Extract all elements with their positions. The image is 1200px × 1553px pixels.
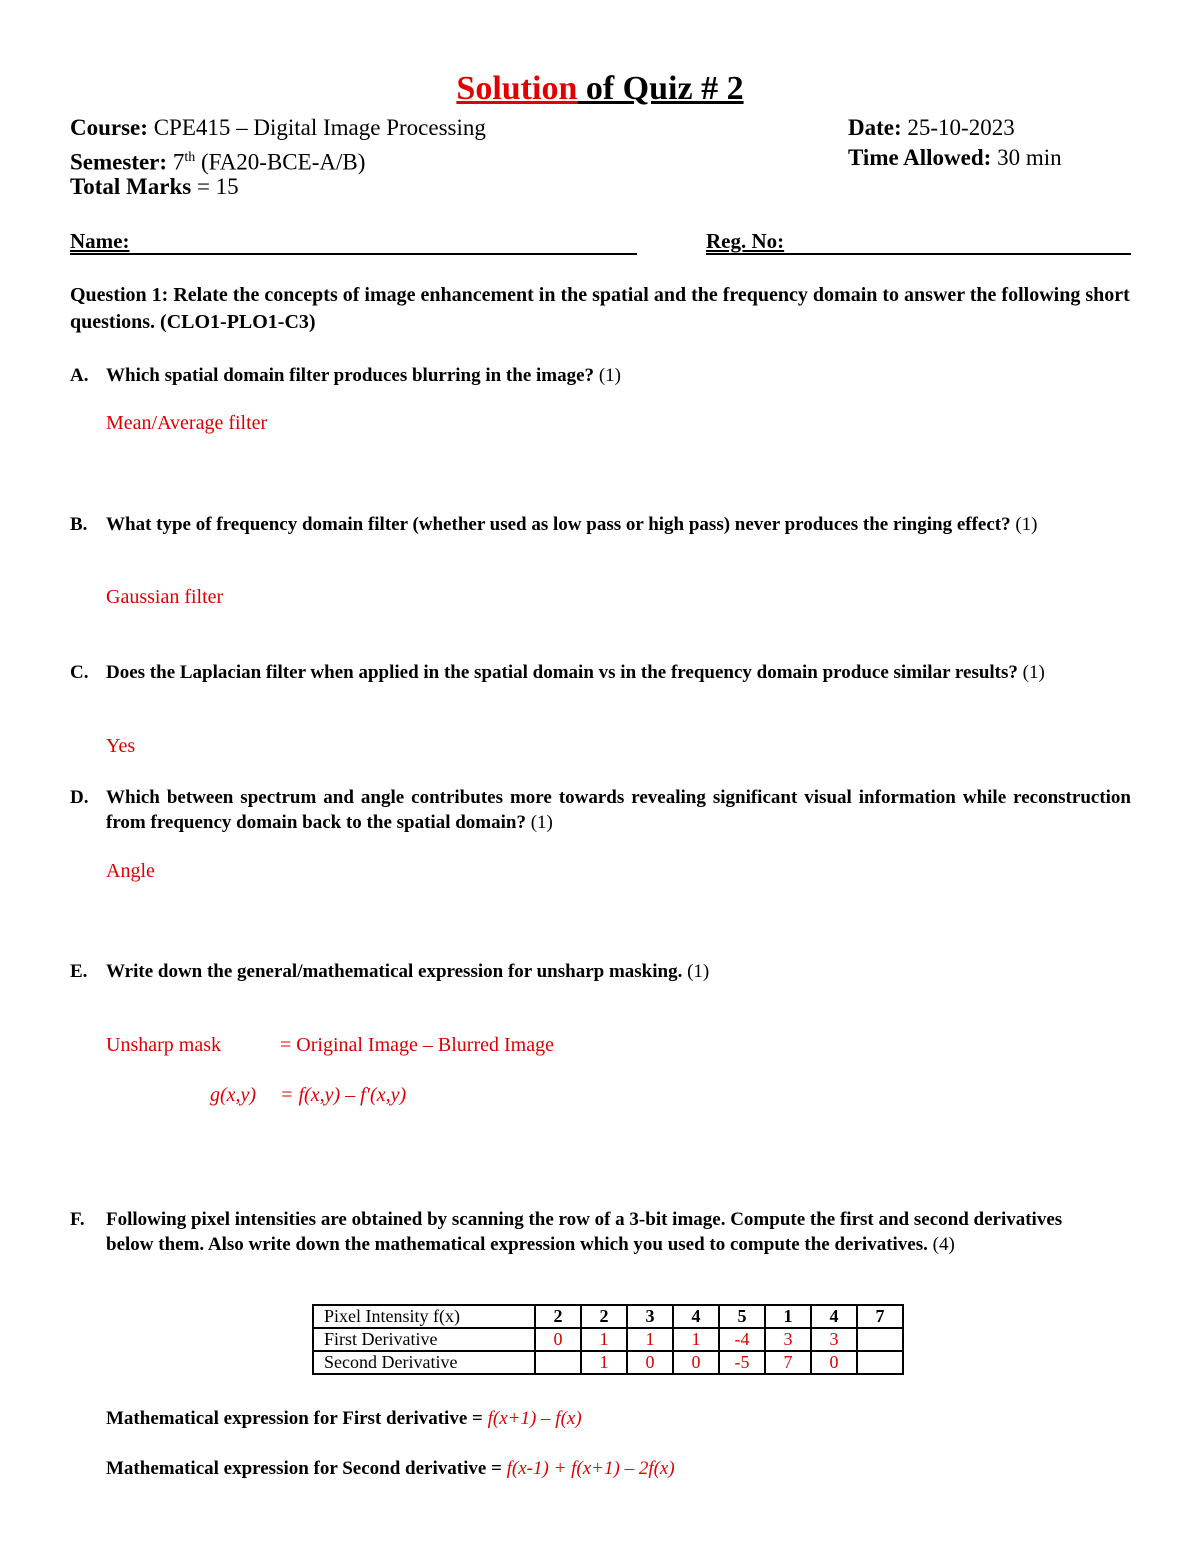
- table-cell: [857, 1351, 903, 1374]
- answer-c: Yes: [106, 735, 136, 757]
- table-cell: -4: [719, 1328, 765, 1351]
- title-solution: Solution: [456, 70, 578, 107]
- answer-e-line2-value: = f(x,y) – f′(x,y): [280, 1084, 407, 1106]
- title-rest: of Quiz # 2: [577, 70, 744, 107]
- derivative-table: [312, 1304, 904, 1375]
- table-cell: -5: [719, 1351, 765, 1374]
- table-cell: 0: [811, 1351, 857, 1374]
- row-label: Pixel Intensity f(x): [313, 1305, 535, 1328]
- row-label: First Derivative: [313, 1328, 535, 1351]
- table-row-first-derivative: [313, 1328, 903, 1351]
- table-cell: [857, 1328, 903, 1351]
- answer-d: Angle: [106, 860, 155, 882]
- answer-b: Gaussian filter: [106, 586, 224, 608]
- table-cell: 1: [765, 1305, 811, 1328]
- marks-line: Total Marks = 15: [70, 174, 239, 199]
- date-line: Date: 25-10-2023: [848, 115, 1015, 140]
- question-part-c: C. Does the Laplacian filter when applied in the spatial domain vs in the frequency domain produce similar results? (1): [70, 662, 1045, 683]
- answer-a: Mean/Average filter: [106, 412, 268, 434]
- table-cell: 7: [765, 1351, 811, 1374]
- question-part-a: A. Which spatial domain filter produces blurring in the image? (1): [70, 365, 621, 386]
- table-cell: 3: [627, 1305, 673, 1328]
- question-part-e: E. Write down the general/mathematical expression for unsharp masking. (1): [70, 961, 710, 982]
- question-1-heading: Question 1: Relate the concepts of image enhancement in the spatial and the frequency domain to answer the following short questions. (CLO1-PLO1-C3): [70, 284, 1130, 333]
- table-cell: 1: [627, 1328, 673, 1351]
- table-row-pixel-intensity: [313, 1305, 903, 1328]
- table-cell: 3: [765, 1328, 811, 1351]
- table-cell: 1: [581, 1351, 627, 1374]
- table-cell: 7: [857, 1305, 903, 1328]
- name-underline[interactable]: [70, 253, 637, 255]
- table-cell: 3: [811, 1328, 857, 1351]
- second-derivative-expression: Mathematical expression for Second derivative = f(x-1) + f(x+1) – 2f(x): [106, 1458, 675, 1479]
- table-cell: 0: [627, 1351, 673, 1374]
- table-cell: 4: [811, 1305, 857, 1328]
- semester-line: Semester: 7th (FA20-BCE-A/B): [70, 149, 366, 175]
- table-cell: 4: [673, 1305, 719, 1328]
- question-part-f: F. Following pixel intensities are obtained by scanning the row of a 3-bit image. Compute the first and second derivatives below them. Also write down the mathematical expression which you used to compute the derivatives. (4): [70, 1209, 1063, 1255]
- table-cell: 1: [581, 1328, 627, 1351]
- first-derivative-expression: Mathematical expression for First derivative = f(x+1) – f(x): [106, 1408, 582, 1429]
- name-label: Name:: [70, 229, 130, 253]
- regno-underline[interactable]: [706, 253, 1131, 255]
- answer-e-line1-value: = Original Image – Blurred Image: [280, 1034, 554, 1056]
- row-label: Second Derivative: [313, 1351, 535, 1374]
- table-cell: 5: [719, 1305, 765, 1328]
- question-part-d: D. Which between spectrum and angle contributes more towards revealing significant visual information while reconstruction from frequency domain back to the spatial domain? (1): [70, 787, 1131, 833]
- page-title: [0, 70, 1200, 108]
- table-cell: 2: [581, 1305, 627, 1328]
- table-cell: 2: [535, 1305, 581, 1328]
- regno-label: Reg. No:: [706, 229, 785, 253]
- table-cell: 1: [673, 1328, 719, 1351]
- table-cell: 0: [535, 1328, 581, 1351]
- answer-e-line2-label: g(x,y): [210, 1084, 257, 1106]
- time-line: Time Allowed: 30 min: [848, 145, 1062, 170]
- table-cell: 0: [673, 1351, 719, 1374]
- table-cell: [535, 1351, 581, 1374]
- course-line: Course: CPE415 – Digital Image Processing: [70, 115, 486, 140]
- table-row-second-derivative: [313, 1351, 903, 1374]
- answer-e-line1-label: Unsharp mask: [106, 1034, 221, 1056]
- question-part-b: B. What type of frequency domain filter (whether used as low pass or high pass) never produces the ringing effect? (1): [70, 514, 1038, 535]
